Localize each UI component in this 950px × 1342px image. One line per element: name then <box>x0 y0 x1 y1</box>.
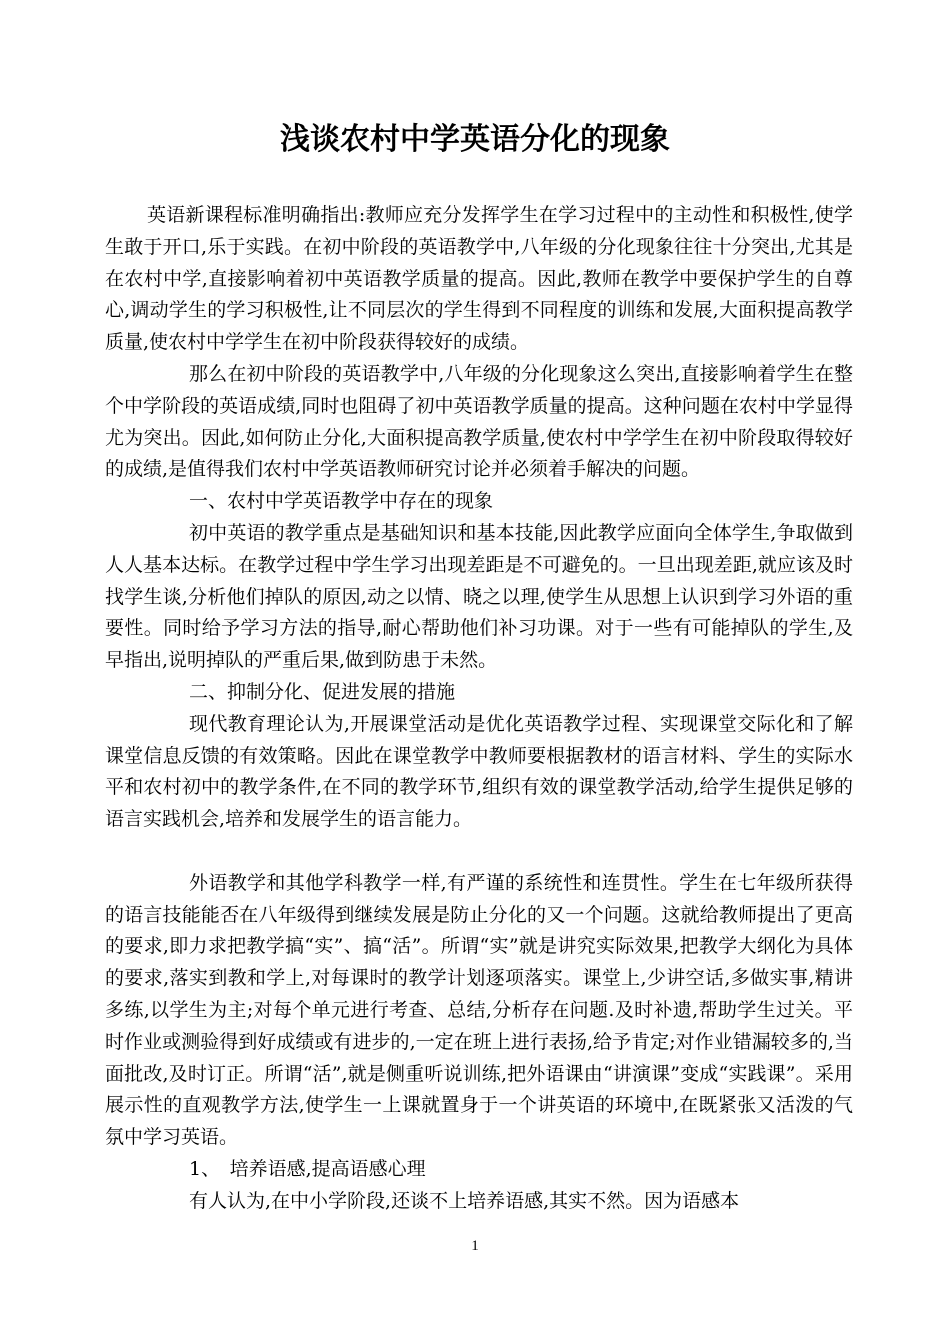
paragraph-intro: 英语新课程标准明确指出:教师应充分发挥学生在学习过程中的主动性和积极性,使学生敢于开口,乐于实践。在初中阶段的英语教学中,八年级的分化现象往往十分突出,尤其是在农村中学,直接影响着初中英语教学质量的提高。因此,教师在教学中要保护学生的自尊心,调动学生的学习积极性,让不同层次的学生得到不同程度的训练和发展,大面积提高教学质量,使农村中学学生在初中阶段获得较好的成绩。 <box>105 204 853 354</box>
subheading-language-sense: 1、 培养语感,提高语感心理 <box>189 1157 426 1180</box>
section-heading-measures: 二、抑制分化、促进发展的措施 <box>189 680 456 703</box>
document-title: 浅谈农村中学英语分化的现象 <box>280 122 670 157</box>
paragraph-teaching-focus: 初中英语的教学重点是基础知识和基本技能,因此教学应面向全体学生,争取做到人人基本达标。在教学过程中学生学习出现差距是不可避免的。一旦出现差距,就应该及时找学生谈,分析他们掉队的原因,动之以情、晓之以理,使学生从思想上认识到学习外语的重要性。同时给予学习方法的指导,耐心帮助他们补习功课。对于一些有可能掉队的学生,及早指出,说明掉队的严重后果,做到防患于未然。 <box>105 521 853 672</box>
paragraph-foreign-language-teaching: 外语教学和其他学科教学一样,有严谨的系统性和连贯性。学生在七年级所获得的语言技能能否在八年级得到继续发展是防止分化的又一个问题。这就给教师提出了更高的要求,即力求把教学搞“实”、搞“活”。所谓“实”就是讲究实际效果,把教学大纲化为具体的要求,落实到教和学上,对每课时的教学计划逐项落实。课堂上,少讲空话,多做实事,精讲多练,以学生为主;对每个单元进行考查、总结,分析存在问题.及时补遗,帮助学生过关。平时作业或测验得到好成绩或有进步的,一定在班上进行表扬,给予肯定;对作业错漏较多的,当面批改,及时订正。所谓“活”,就是侧重听说训练,把外语课由“讲演课”变成“实践课”。采用展示性的直观教学方法,使学生一上课就置身于一个讲英语的环境中,在既紧张又活泼的气氛中学习英语。 <box>105 871 853 1149</box>
section-heading-existing-phenomena: 一、农村中学英语教学中存在的现象 <box>189 490 494 513</box>
blank-line <box>105 836 853 868</box>
page-number: 1 <box>471 1238 479 1254</box>
paragraph-classroom-activities: 现代教育理论认为,开展课堂活动是优化英语教学过程、实现课堂交际化和了解课堂信息反馈的有效策略。因此在课堂教学中教师要根据教材的语言材料、学生的实际水平和农村初中的教学条件,在不同的教学环节,组织有效的课堂教学活动,给学生提供足够的语言实践机会,培养和发展学生的语言能力。 <box>105 712 853 831</box>
paragraph-language-sense: 有人认为,在中小学阶段,还谈不上培养语感,其实不然。因为语感本 <box>189 1189 740 1212</box>
paragraph-problem: 那么在初中阶段的英语教学中,八年级的分化现象这么突出,直接影响着学生在整个中学阶段的英语成绩,同时也阻碍了初中英语教学质量的提高。这种问题在农村中学显得尤为突出。因此,如何防止分化,大面积提高教学质量,使农村中学学生在初中阶段取得较好的成绩,是值得我们农村中学英语教师研究讨论并必须着手解决的问题。 <box>105 362 853 481</box>
document-body <box>105 200 853 1218</box>
